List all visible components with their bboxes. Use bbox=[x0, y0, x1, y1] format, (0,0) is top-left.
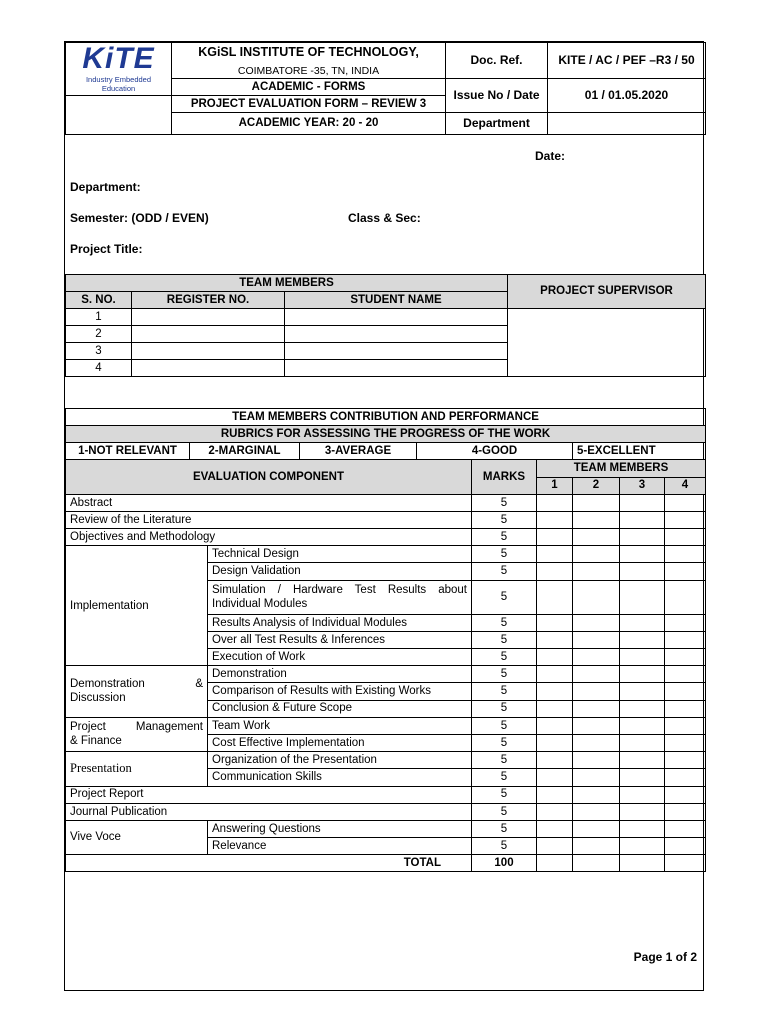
academic-forms: ACADEMIC - FORMS bbox=[172, 78, 446, 95]
sub-component: Comparison of Results with Existing Works bbox=[208, 683, 472, 700]
score-cell[interactable] bbox=[573, 803, 620, 820]
sub-component: Cost Effective Implementation bbox=[208, 734, 472, 751]
col-student-name: STUDENT NAME bbox=[285, 291, 508, 308]
score-cell[interactable] bbox=[620, 580, 665, 614]
register-no-cell[interactable] bbox=[132, 325, 285, 342]
score-cell[interactable] bbox=[573, 563, 620, 580]
marks-cell: 5 bbox=[472, 580, 537, 614]
marks-cell: 5 bbox=[472, 511, 537, 528]
marks-cell: 5 bbox=[472, 529, 537, 546]
score-cell[interactable] bbox=[620, 614, 665, 631]
logo-tagline: Industry Embedded Education bbox=[85, 75, 152, 94]
sub-component: Demonstration bbox=[208, 666, 472, 683]
doc-ref-label: Doc. Ref. bbox=[446, 43, 548, 79]
score-cell[interactable] bbox=[665, 494, 706, 511]
score-cell[interactable] bbox=[537, 820, 573, 837]
component-demonstration bbox=[66, 666, 208, 718]
score-cell[interactable] bbox=[620, 786, 665, 803]
component-literature: Review of the Literature bbox=[66, 511, 472, 528]
demo-label-a: Demonstration bbox=[70, 678, 145, 691]
demo-label-c: Discussion bbox=[70, 692, 126, 705]
col-evaluation-component: EVALUATION COMPONENT bbox=[66, 460, 472, 494]
score-cell[interactable] bbox=[573, 752, 620, 769]
form-page bbox=[64, 41, 704, 991]
score-cell[interactable] bbox=[620, 752, 665, 769]
marks-cell: 5 bbox=[472, 494, 537, 511]
department-value[interactable] bbox=[548, 112, 706, 134]
score-cell[interactable] bbox=[620, 683, 665, 700]
rubric-title-progress: RUBRICS FOR ASSESSING THE PROGRESS OF THE WORK bbox=[66, 425, 706, 442]
score-cell[interactable] bbox=[573, 614, 620, 631]
demo-label-b: & bbox=[195, 678, 203, 691]
component-objectives: Objectives and Methodology bbox=[66, 529, 472, 546]
marks-cell: 5 bbox=[472, 734, 537, 751]
rubric-title-contribution: TEAM MEMBERS CONTRIBUTION AND PERFORMANCE bbox=[66, 408, 706, 425]
score-cell[interactable] bbox=[573, 769, 620, 786]
project-title-label: Project Title: bbox=[70, 241, 143, 256]
student-name-cell[interactable] bbox=[285, 359, 508, 376]
score-cell[interactable] bbox=[620, 563, 665, 580]
score-cell[interactable] bbox=[665, 563, 706, 580]
component-journal: Journal Publication bbox=[66, 803, 472, 820]
institute-address: COIMBATORE -35, TN, INDIA bbox=[237, 64, 380, 77]
score-cell[interactable] bbox=[537, 631, 573, 648]
footer bbox=[65, 872, 703, 982]
score-cell[interactable] bbox=[573, 786, 620, 803]
form-title: PROJECT EVALUATION FORM – REVIEW 3 bbox=[172, 95, 446, 112]
register-no-cell[interactable] bbox=[132, 342, 285, 359]
marks-cell: 5 bbox=[472, 700, 537, 717]
marks-cell: 5 bbox=[472, 649, 537, 666]
score-cell[interactable] bbox=[537, 614, 573, 631]
score-cell[interactable] bbox=[537, 717, 573, 734]
total-score-cell[interactable] bbox=[665, 855, 706, 872]
spacer bbox=[65, 377, 703, 409]
sub-component: Simulation / Hardware Test Results about Individual Modules bbox=[208, 580, 472, 614]
score-cell[interactable] bbox=[537, 769, 573, 786]
score-cell[interactable] bbox=[573, 580, 620, 614]
score-cell[interactable] bbox=[537, 700, 573, 717]
score-cell[interactable] bbox=[665, 717, 706, 734]
col-team-members: TEAM MEMBERS bbox=[537, 460, 706, 477]
score-cell[interactable] bbox=[573, 734, 620, 751]
component-presentation: Presentation bbox=[66, 752, 208, 786]
score-cell[interactable] bbox=[665, 752, 706, 769]
score-cell[interactable] bbox=[537, 752, 573, 769]
member-col: 3 bbox=[620, 477, 665, 494]
scale-item: 3-AVERAGE bbox=[300, 443, 417, 460]
component-project-report: Project Report bbox=[66, 786, 472, 803]
marks-cell: 5 bbox=[472, 820, 537, 837]
score-cell[interactable] bbox=[537, 580, 573, 614]
pm-label-b: Management bbox=[135, 721, 203, 734]
score-cell[interactable] bbox=[665, 546, 706, 563]
register-no-cell[interactable] bbox=[132, 359, 285, 376]
sub-component: Execution of Work bbox=[208, 649, 472, 666]
score-cell[interactable] bbox=[665, 666, 706, 683]
score-cell[interactable] bbox=[537, 494, 573, 511]
score-cell[interactable] bbox=[537, 529, 573, 546]
marks-cell: 5 bbox=[472, 752, 537, 769]
score-cell[interactable] bbox=[665, 803, 706, 820]
score-cell[interactable] bbox=[665, 649, 706, 666]
score-cell[interactable] bbox=[620, 529, 665, 546]
sub-component: Organization of the Presentation bbox=[208, 752, 472, 769]
marks-cell: 5 bbox=[472, 614, 537, 631]
col-register-no: REGISTER NO. bbox=[132, 291, 285, 308]
score-cell[interactable] bbox=[573, 649, 620, 666]
student-name-cell[interactable] bbox=[285, 308, 508, 325]
department-label: Department bbox=[446, 112, 548, 134]
marks-cell: 5 bbox=[472, 717, 537, 734]
total-score-cell[interactable] bbox=[620, 855, 665, 872]
scale-item: 5-EXCELLENT bbox=[573, 443, 706, 460]
sub-component: Relevance bbox=[208, 838, 472, 855]
score-cell[interactable] bbox=[573, 838, 620, 855]
total-label: TOTAL bbox=[66, 855, 472, 872]
score-cell[interactable] bbox=[620, 717, 665, 734]
academic-year: ACADEMIC YEAR: 20 - 20 bbox=[172, 112, 446, 134]
score-cell[interactable] bbox=[620, 838, 665, 855]
scale-item: 4-GOOD bbox=[417, 443, 573, 460]
sub-component: Conclusion & Future Scope bbox=[208, 700, 472, 717]
member-col: 4 bbox=[665, 477, 706, 494]
score-cell[interactable] bbox=[537, 546, 573, 563]
score-cell[interactable] bbox=[620, 700, 665, 717]
marks-cell: 5 bbox=[472, 666, 537, 683]
sub-component: Answering Questions bbox=[208, 820, 472, 837]
team-row-sno: 2 bbox=[66, 325, 132, 342]
logo bbox=[66, 43, 172, 96]
score-cell[interactable] bbox=[537, 563, 573, 580]
scale-item: 2-MARGINAL bbox=[190, 443, 300, 460]
score-cell[interactable] bbox=[537, 666, 573, 683]
score-cell[interactable] bbox=[620, 631, 665, 648]
score-cell[interactable] bbox=[537, 838, 573, 855]
score-cell[interactable] bbox=[620, 820, 665, 837]
scale-item: 1-NOT RELEVANT bbox=[66, 443, 190, 460]
score-cell[interactable] bbox=[665, 529, 706, 546]
score-cell[interactable] bbox=[573, 683, 620, 700]
issue-value: 01 / 01.05.2020 bbox=[548, 78, 706, 112]
score-cell[interactable] bbox=[537, 803, 573, 820]
total-score-cell[interactable] bbox=[537, 855, 573, 872]
score-cell[interactable] bbox=[665, 734, 706, 751]
score-cell[interactable] bbox=[573, 529, 620, 546]
score-cell[interactable] bbox=[573, 494, 620, 511]
evaluation-table bbox=[65, 459, 706, 872]
sub-component: Team Work bbox=[208, 717, 472, 734]
sub-component: Over all Test Results & Inferences bbox=[208, 631, 472, 648]
score-cell[interactable] bbox=[620, 803, 665, 820]
component-viva: Vive Voce bbox=[66, 820, 208, 854]
marks-cell: 5 bbox=[472, 631, 537, 648]
marks-cell: 5 bbox=[472, 563, 537, 580]
score-cell[interactable] bbox=[537, 511, 573, 528]
team-row-sno: 1 bbox=[66, 308, 132, 325]
score-cell[interactable] bbox=[537, 683, 573, 700]
issue-label: Issue No / Date bbox=[446, 78, 548, 112]
doc-ref-value: KITE / AC / PEF –R3 / 50 bbox=[548, 43, 706, 79]
score-cell[interactable] bbox=[665, 580, 706, 614]
team-row-sno: 4 bbox=[66, 359, 132, 376]
score-cell[interactable] bbox=[537, 786, 573, 803]
score-cell[interactable] bbox=[620, 769, 665, 786]
score-cell[interactable] bbox=[665, 786, 706, 803]
register-no-cell[interactable] bbox=[132, 308, 285, 325]
score-cell[interactable] bbox=[620, 494, 665, 511]
sub-component: Design Validation bbox=[208, 563, 472, 580]
pm-label-a: Project bbox=[70, 721, 106, 734]
score-cell[interactable] bbox=[620, 649, 665, 666]
rubric-table bbox=[65, 408, 706, 461]
marks-cell: 5 bbox=[472, 546, 537, 563]
total-value: 100 bbox=[472, 855, 537, 872]
supervisor-cell[interactable] bbox=[508, 308, 706, 376]
score-cell[interactable] bbox=[573, 666, 620, 683]
marks-cell: 5 bbox=[472, 803, 537, 820]
page-number: Page 1 of 2 bbox=[633, 950, 697, 965]
student-name-cell[interactable] bbox=[285, 325, 508, 342]
institute-cell bbox=[172, 43, 446, 79]
score-cell[interactable] bbox=[665, 769, 706, 786]
score-cell[interactable] bbox=[620, 666, 665, 683]
info-section bbox=[65, 135, 703, 275]
pm-label-c: & Finance bbox=[70, 735, 122, 748]
team-row-sno: 3 bbox=[66, 342, 132, 359]
team-members-table bbox=[65, 274, 706, 377]
score-cell[interactable] bbox=[665, 700, 706, 717]
score-cell[interactable] bbox=[573, 511, 620, 528]
component-implementation: Implementation bbox=[66, 546, 208, 666]
score-cell[interactable] bbox=[665, 820, 706, 837]
col-sno: S. NO. bbox=[66, 291, 132, 308]
team-members-title: TEAM MEMBERS bbox=[66, 274, 508, 291]
score-cell[interactable] bbox=[573, 700, 620, 717]
project-supervisor-header: PROJECT SUPERVISOR bbox=[508, 274, 706, 308]
marks-cell: 5 bbox=[472, 786, 537, 803]
semester-label: Semester: (ODD / EVEN) bbox=[70, 210, 209, 225]
sub-component: Results Analysis of Individual Modules bbox=[208, 614, 472, 631]
component-abstract: Abstract bbox=[66, 494, 472, 511]
member-col: 2 bbox=[573, 477, 620, 494]
score-cell[interactable] bbox=[573, 631, 620, 648]
date-label: Date: bbox=[535, 148, 566, 163]
total-score-cell[interactable] bbox=[573, 855, 620, 872]
score-cell[interactable] bbox=[620, 546, 665, 563]
score-cell[interactable] bbox=[573, 546, 620, 563]
marks-cell: 5 bbox=[472, 683, 537, 700]
score-cell[interactable] bbox=[665, 838, 706, 855]
sub-component: Technical Design bbox=[208, 546, 472, 563]
col-marks: MARKS bbox=[472, 460, 537, 494]
score-cell[interactable] bbox=[620, 734, 665, 751]
student-name-cell[interactable] bbox=[285, 342, 508, 359]
score-cell[interactable] bbox=[573, 820, 620, 837]
score-cell[interactable] bbox=[665, 614, 706, 631]
score-cell[interactable] bbox=[665, 631, 706, 648]
header-table bbox=[65, 42, 706, 135]
score-cell[interactable] bbox=[620, 511, 665, 528]
class-sec-label: Class & Sec: bbox=[348, 210, 421, 225]
member-col: 1 bbox=[537, 477, 573, 494]
score-cell[interactable] bbox=[537, 734, 573, 751]
score-cell[interactable] bbox=[573, 717, 620, 734]
marks-cell: 5 bbox=[472, 838, 537, 855]
score-cell[interactable] bbox=[537, 649, 573, 666]
department-field-label: Department: bbox=[70, 179, 141, 194]
sub-component: Communication Skills bbox=[208, 769, 472, 786]
marks-cell: 5 bbox=[472, 769, 537, 786]
logo-spacer bbox=[66, 95, 172, 134]
score-cell[interactable] bbox=[665, 511, 706, 528]
institute-name: KGiSL INSTITUTE OF TECHNOLOGY, bbox=[198, 45, 419, 59]
logo-wordmark: KiTE bbox=[82, 42, 155, 75]
component-project-management bbox=[66, 717, 208, 751]
score-cell[interactable] bbox=[665, 683, 706, 700]
